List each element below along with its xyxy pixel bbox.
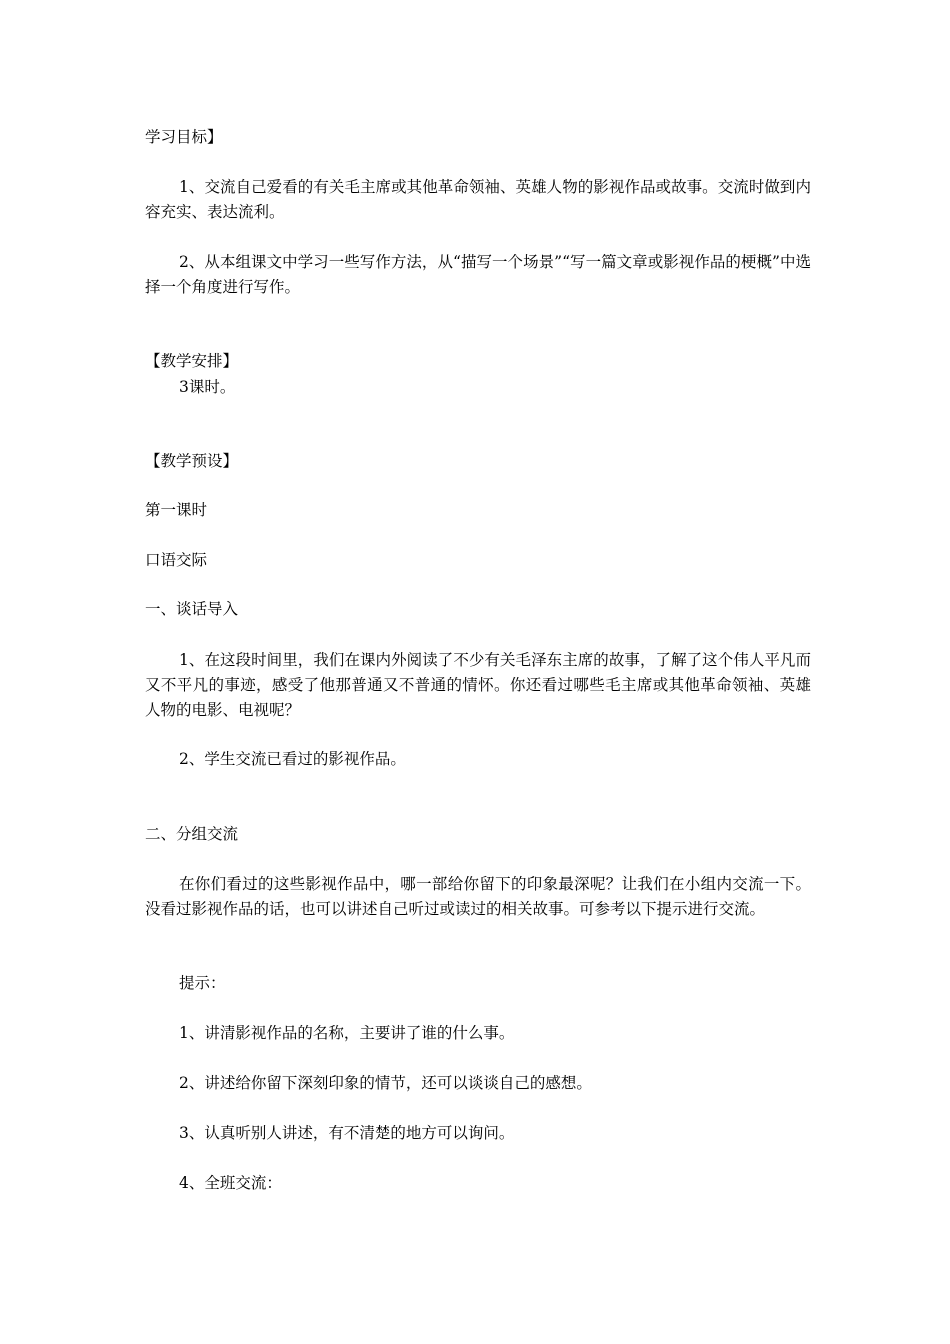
arrangement-text: 3课时。 (179, 378, 236, 396)
section-1-item-1: 1、在这段时间里，我们在课内外阅读了不少有关毛泽东主席的故事，了解了这个伟人平凡而又不平凡的事迹，感受了他那普通又不普通的情怀。你还看过哪些毛主席或其他革命领袖、英雄人物的电影、电视呢？ (145, 651, 811, 719)
oral-heading: 口语交际 (145, 551, 208, 569)
tip-1: 1、讲清影视作品的名称，主要讲了谁的什么事。 (179, 1024, 515, 1042)
arrangement-heading: 【教学安排】 (145, 352, 239, 370)
section-1-item-2: 2、学生交流已看过的影视作品。 (179, 750, 406, 768)
section-1-heading: 一、谈话导入 (145, 600, 239, 618)
tip-4: 4、全班交流： (179, 1174, 282, 1192)
goal-1: 1、交流自己爱看的有关毛主席或其他革命领袖、英雄人物的影视作品或故事。交流时做到内容充实、表达流利。 (145, 178, 811, 221)
goal-2: 2、从本组课文中学习一些写作方法，从“描写一个场景”“写一篇文章或影视作品的梗概”中选择一个角度进行写作。 (145, 253, 811, 296)
lesson-1-title: 第一课时 (145, 501, 208, 519)
preset-heading: 【教学预设】 (145, 452, 239, 470)
tip-3: 3、认真听别人讲述，有不清楚的地方可以询问。 (179, 1124, 515, 1142)
section-2-heading: 二、分组交流 (145, 825, 239, 843)
section-2-intro: 在你们看过的这些影视作品中，哪一部给你留下的印象最深呢？让我们在小组内交流一下。没看过影视作品的话，也可以讲述自己听过或读过的相关故事。可参考以下提示进行交流。 (145, 875, 811, 918)
goals-heading: 学习目标】 (145, 128, 223, 146)
tip-2: 2、讲述给你留下深刻印象的情节，还可以谈谈自己的感想。 (179, 1074, 592, 1092)
tips-label: 提示： (179, 974, 226, 992)
